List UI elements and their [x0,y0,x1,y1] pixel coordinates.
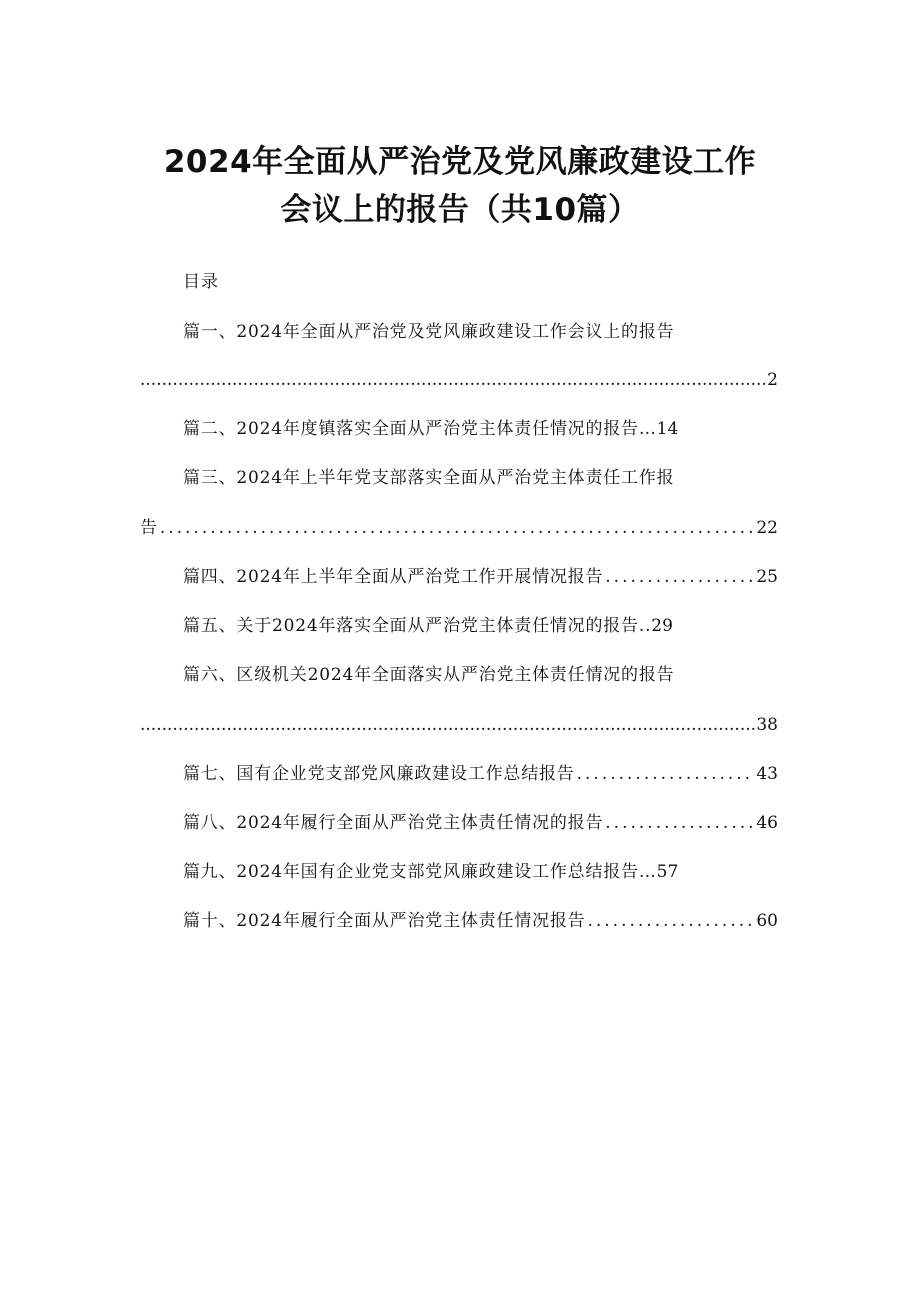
dot-leader [605,809,754,837]
toc-page-number: 57 [656,862,679,882]
toc-page-number: 43 [756,764,778,784]
toc-entry-6-leader[interactable] [140,711,778,739]
dot-leader [140,366,767,394]
toc-entry-6-label[interactable]: 篇六、区级机关2024年全面落实从严治党主体责任情况的报告 [183,665,675,685]
toc-entry-label: 篇九、2024年国有企业党支部党风廉政建设工作总结报告… [183,862,657,882]
toc-page-number: 46 [756,813,778,833]
document-title-line-2: 会议上的报告（共10篇） [280,192,640,228]
toc-entry-label: 篇七、国有企业党支部党风廉政建设工作总结报告 [183,764,575,784]
toc-entry-5[interactable] [183,612,778,640]
dot-leader [160,514,755,542]
toc-entry-3-leader[interactable] [140,514,778,542]
toc-entry-4[interactable] [183,563,778,591]
toc-entry-7[interactable] [183,760,778,788]
toc-page-number: 14 [656,419,679,439]
toc-entry-label: 篇八、2024年履行全面从严治党主体责任情况的报告 [183,813,604,833]
toc-page-number: 2 [767,370,778,390]
dot-leader [140,711,756,739]
toc-entry-8[interactable] [183,809,778,837]
toc-entry-2[interactable] [183,415,778,443]
toc-page-number: 38 [756,715,778,735]
toc-entry-10[interactable] [183,907,778,935]
toc-page-number: 60 [756,911,778,931]
document-title-line-1: 2024年全面从严治党及党风廉政建设工作 [163,144,757,180]
toc-entry-9[interactable] [183,858,778,886]
toc-page-number: 29 [651,616,673,636]
dot-leader [577,760,755,788]
toc-entry-1-leader[interactable] [140,366,778,394]
toc-entry-label: 篇四、2024年上半年全面从严治党工作开展情况报告 [183,567,604,587]
dot-leader [605,563,754,591]
toc-page-number: 25 [756,567,778,587]
toc-page-number: 22 [756,518,778,538]
toc-entry-3-label[interactable]: 篇三、2024年上半年党支部落实全面从严治党主体责任工作报 [183,468,675,488]
toc-entry-label: 篇十、2024年履行全面从严治党主体责任情况报告 [183,911,586,931]
toc-entry-label: 篇二、2024年度镇落实全面从严治党主体责任情况的报告… [183,419,657,439]
toc-entry-label: 篇五、关于2024年落实全面从严治党主体责任情况的报告.. [183,616,652,636]
toc-entry-label-continuation: 告 [140,518,158,538]
toc-heading: 目录 [183,272,219,292]
toc-entry-1-label[interactable]: 篇一、2024年全面从严治党及党风廉政建设工作会议上的报告 [183,322,675,342]
dot-leader [587,907,754,935]
